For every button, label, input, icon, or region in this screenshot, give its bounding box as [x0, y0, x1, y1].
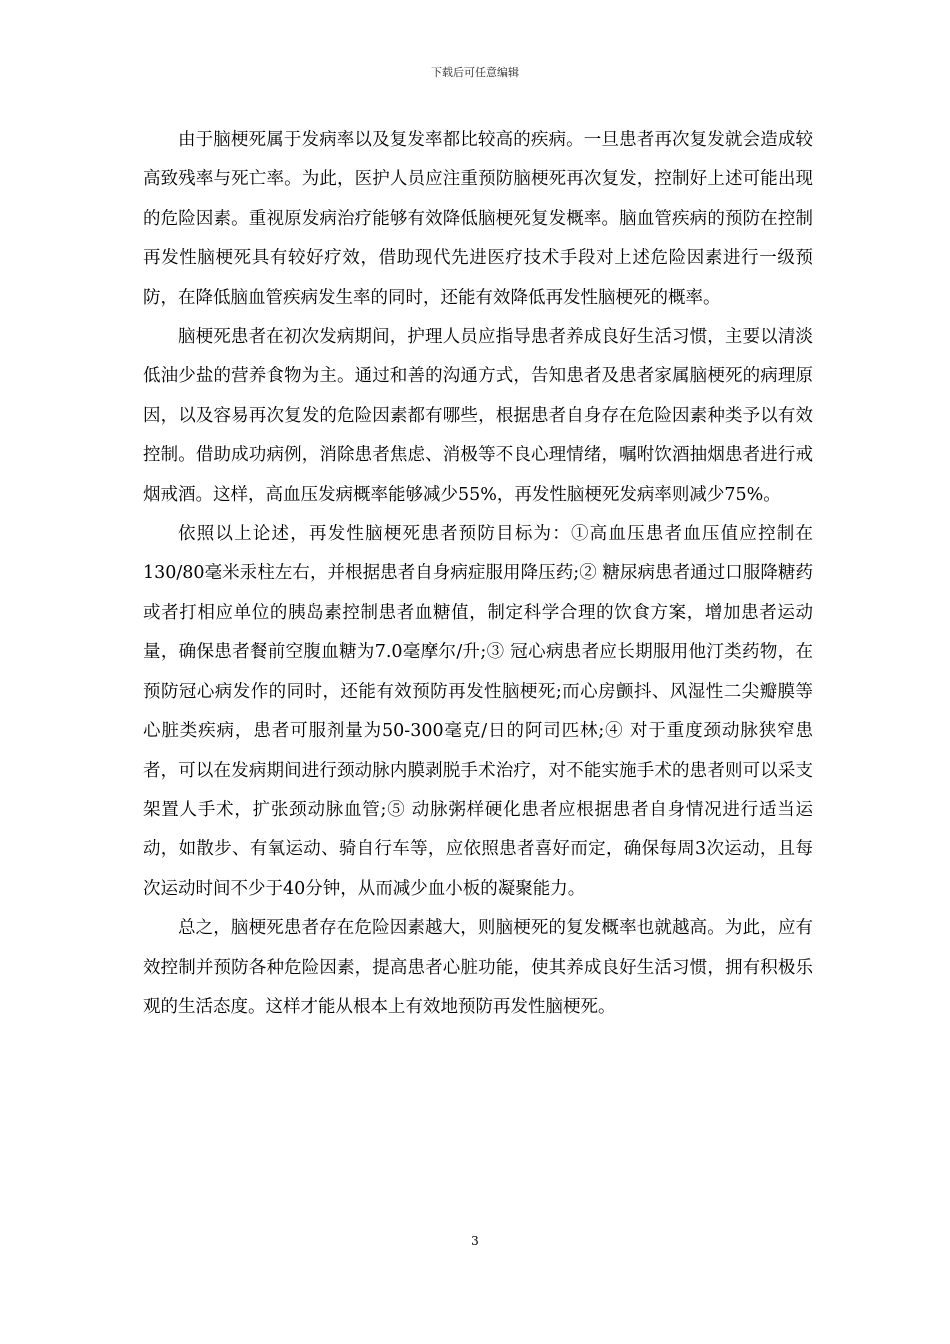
page-header: 下载后可任意编辑	[431, 66, 519, 79]
paragraph: 依照以上论述，再发性脑梗死患者预防目标为：①高血压患者血压值应控制在130/80毫米汞柱左右，并根据患者自身病症服用降压药;② 糖尿病患者通过口服降糖药或者打相应单位的胰岛素控制患者血糖值，制定科学合理的饮食方案，增加患者运动量，确保患者餐前空腹血糖为7.0毫摩尔/升;③ 冠心病患者应长期服用他汀类药物，在预防冠心病发作的同时，还能有效预防再发性脑梗死;而心房颤抖、风湿性二尖瓣膜等心脏类疾病，患者可服剂量为50-300毫克/日的阿司匹林;④ 对于重度颈动脉狭窄患者，可以在发病期间进行颈动脉内膜剥脱手术治疗，对不能实施手术的患者则可以采支架置人手术，扩张颈动脉血管;⑤ 动脉粥样硬化患者应根据患者自身情况进行适当运动，如散步、有氧运动、骑自行车等，应依照患者喜好而定，确保每周3次运动，且每次运动时间不少于40分钟，从而减少血小板的凝聚能力。	[143, 524, 813, 899]
page-number: 3	[471, 1234, 479, 1248]
paragraph: 脑梗死患者在初次发病期间，护理人员应指导患者养成良好生活习惯，主要以清淡低油少盐的营养食物为主。通过和善的沟通方式，告知患者及患者家属脑梗死的病理原因，以及容易再次复发的危险因素都有哪些，根据患者自身存在危险因素种类予以有效控制。借助成功病例，消除患者焦虑、消极等不良心理情绪，嘱咐饮酒抽烟患者进行戒烟戒酒。这样，高血压发病概率能够减少55%，再发性脑梗死发病率则减少75%。	[143, 327, 813, 505]
paragraph: 由于脑梗死属于发病率以及复发率都比较高的疾病。一旦患者再次复发就会造成较高致残率与死亡率。为此，医护人员应注重预防脑梗死再次复发，控制好上述可能出现的危险因素。重视原发病治疗能够有效降低脑梗死复发概率。脑血管疾病的预防在控制再发性脑梗死具有较好疗效，借助现代先进医疗技术手段对上述危险因素进行一级预防，在降低脑血管疾病发生率的同时，还能有效降低再发性脑梗死的概率。	[143, 130, 813, 308]
paragraph: 总之，脑梗死患者存在危险因素越大，则脑梗死的复发概率也就越高。为此，应有效控制并预防各种危险因素，提高患者心脏功能，使其养成良好生活习惯，拥有积极乐观的生活态度。这样才能从根本上有效地预防再发性脑梗死。	[143, 918, 813, 1017]
document-body	[143, 121, 813, 1027]
